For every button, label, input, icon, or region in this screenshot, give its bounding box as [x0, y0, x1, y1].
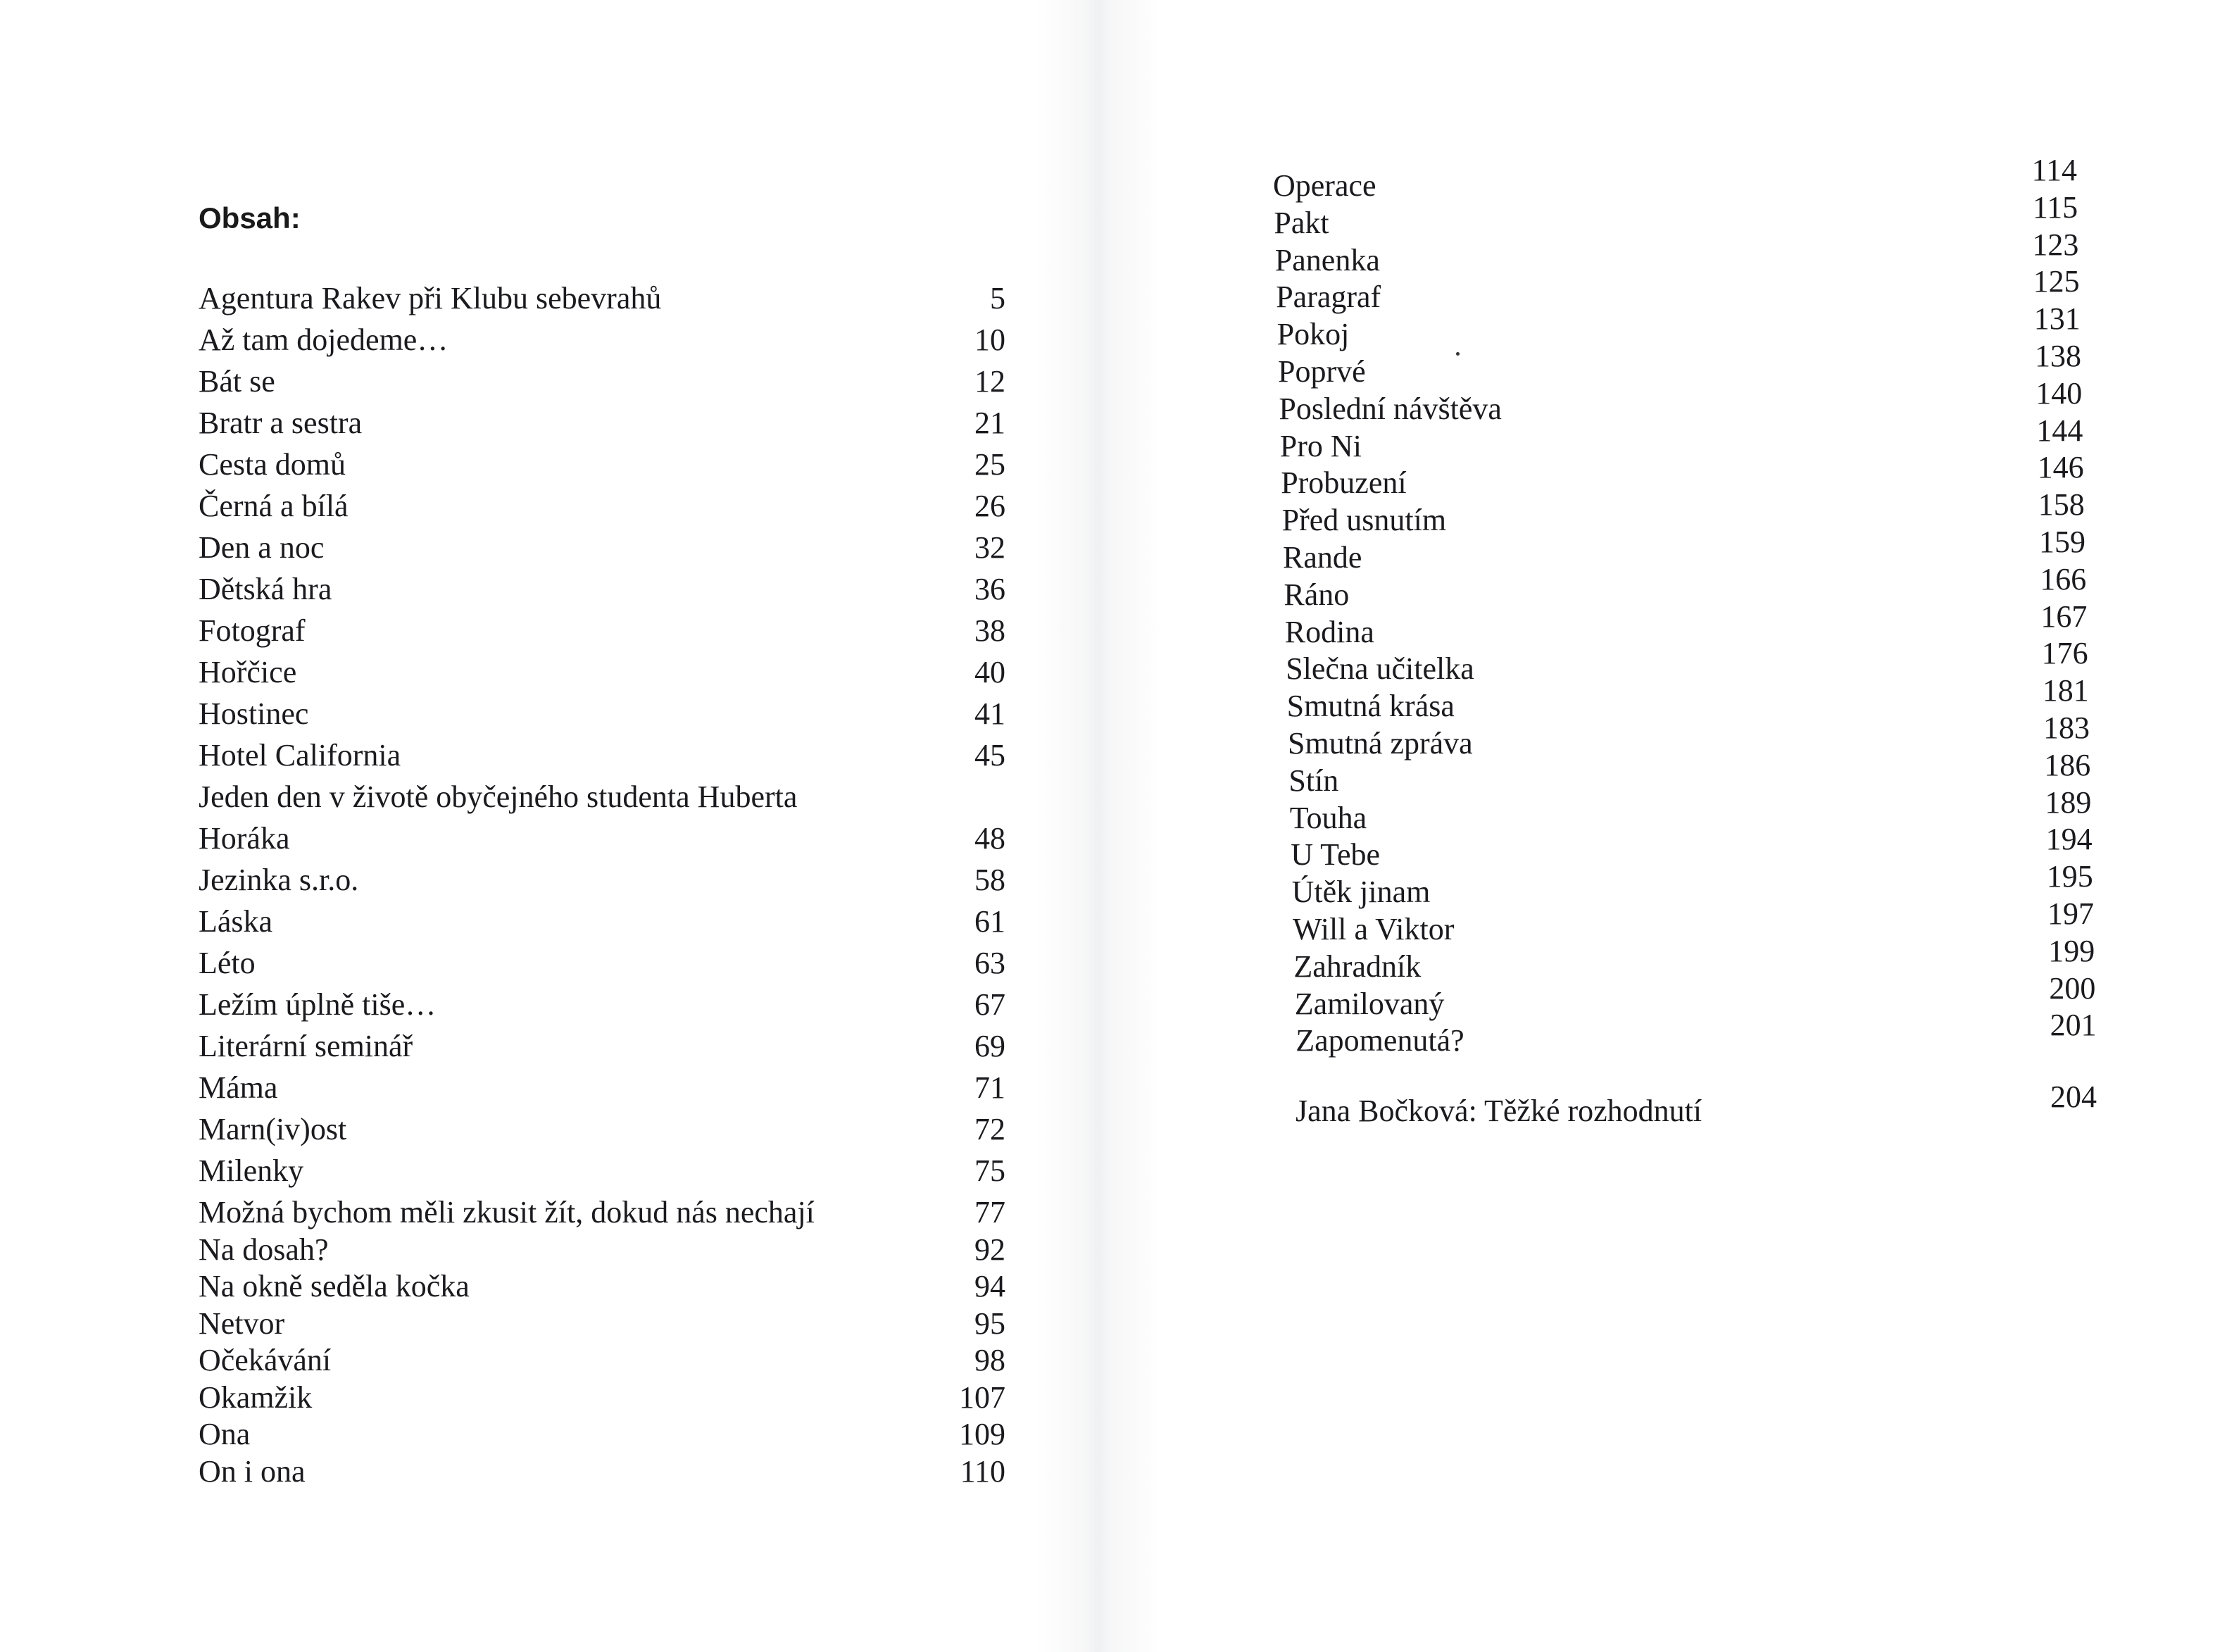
toc-entry: [199, 1110, 1005, 1149]
entry-page-number: 25: [974, 447, 1005, 482]
toc-entry: [199, 487, 1005, 526]
entry-page-number: 158: [2038, 487, 2085, 522]
toc-entry: [199, 1267, 1005, 1306]
entry-title: On i ona: [199, 1453, 306, 1489]
toc-entry: [199, 653, 1005, 692]
toc-entry: [199, 1304, 1005, 1344]
entry-title: Až tam dojedeme…: [199, 323, 448, 357]
entry-title: Máma: [199, 1070, 278, 1105]
entry-title: Jezinka s.r.o.: [199, 863, 359, 897]
entry-title: Ležím úplně tiše…: [199, 987, 437, 1022]
entry-page-number: 98: [974, 1343, 1005, 1377]
toc-entry: [199, 1151, 1005, 1191]
entry-page-number: 125: [2033, 264, 2080, 299]
entry-page-number: 159: [2039, 525, 2085, 559]
entry-page-number: 10: [974, 323, 1005, 357]
entry-title: Jana Bočková: Těžké rozhodnutí: [1296, 1094, 1702, 1128]
entry-title: Na okně seděla kočka: [199, 1269, 470, 1303]
entry-title: Will a Viktor: [1293, 912, 1455, 946]
entry-page-number: 115: [2032, 189, 2078, 225]
entry-title: Smutná zpráva: [1288, 726, 1473, 761]
toc-entry: [199, 777, 1005, 817]
entry-title: Zahradník: [1293, 949, 1422, 984]
entry-page-number: 199: [2048, 933, 2095, 968]
entry-page-number: 110: [960, 1453, 1005, 1489]
toc-entry: [199, 1378, 1005, 1418]
entry-page-number: 71: [974, 1070, 1005, 1105]
entry-title: Slečna učitelka: [1286, 651, 1474, 687]
toc-entry: [199, 694, 1005, 734]
entry-page-number: 26: [974, 489, 1005, 523]
entry-title: Hostinec: [199, 696, 309, 731]
entry-page-number: 140: [2035, 375, 2083, 411]
toc-heading: Obsah:: [199, 201, 301, 234]
entry-page-number: 5: [990, 281, 1005, 315]
entry-title: Ráno: [1284, 577, 1350, 612]
entry-title: Bát se: [199, 364, 275, 399]
entry-page-number: 48: [974, 821, 1005, 856]
entry-page-number: 181: [2042, 673, 2089, 708]
entry-page-number: 72: [974, 1112, 1005, 1146]
toc-entry: [199, 985, 1005, 1025]
toc-entry: [199, 570, 1005, 609]
entry-page-number: 146: [2037, 450, 2084, 485]
entry-title: Útěk jinam: [1291, 875, 1431, 910]
entry-title: Cesta domů: [199, 447, 346, 482]
entry-title: Agentura Rakev při Klubu sebevrahů: [199, 281, 662, 315]
entry-title: Láska: [199, 904, 273, 939]
toc-entry: [199, 279, 1005, 318]
entry-title: Na dosah?: [199, 1232, 329, 1267]
page-gutter: [1035, 0, 1162, 1652]
toc-entry: [199, 736, 1005, 775]
entry-page-number: 138: [2035, 339, 2081, 373]
entry-title: Stín: [1288, 763, 1339, 798]
entry-title: Černá a bílá: [199, 489, 349, 523]
entry-title: Pro Ni: [1279, 428, 1362, 463]
toc-entry: [199, 861, 1005, 900]
entry-title: Jeden den v životě obyčejného studenta Huberta: [199, 780, 798, 814]
entry-page-number: 183: [2043, 711, 2090, 745]
entry-title: Možná bychom měli zkusit žít, dokud nás nechají: [199, 1195, 815, 1229]
entry-page-number: 94: [974, 1269, 1005, 1303]
entry-page-number: 21: [974, 406, 1005, 440]
entry-page-number: 166: [2040, 561, 2087, 596]
entry-page-number: 189: [2045, 784, 2092, 820]
entry-page-number: 109: [959, 1417, 1005, 1451]
entry-page-number: 131: [2033, 301, 2081, 337]
toc-entry: [199, 1415, 1005, 1454]
entry-title: Hotel California: [199, 738, 401, 772]
entry-title: Pakt: [1274, 205, 1329, 240]
entry-title: U Tebe: [1291, 837, 1381, 872]
entry-page-number: 63: [974, 946, 1005, 980]
entry-title: Netvor: [199, 1306, 285, 1341]
toc-entry: [199, 1193, 1005, 1232]
entry-page-number: 197: [2047, 896, 2094, 931]
toc-entry: [199, 902, 1005, 941]
entry-page-number: 58: [974, 863, 1005, 897]
entry-title: Rande: [1283, 540, 1362, 575]
entry-page-number: 92: [974, 1232, 1005, 1267]
entry-title: Před usnutím: [1281, 503, 1447, 538]
toc-entry: [199, 1341, 1005, 1380]
toc-entry: [199, 1068, 1005, 1108]
print-speck: [1456, 352, 1460, 356]
entry-page-number: 123: [2032, 227, 2079, 262]
toc-entry: [199, 528, 1005, 568]
entry-title: Pokoj: [1276, 317, 1350, 352]
entry-page-number: 41: [974, 696, 1005, 731]
entry-page-number: 77: [974, 1195, 1005, 1229]
entry-title: Poslední návštěva: [1279, 391, 1502, 426]
entry-title: Očekávání: [199, 1343, 332, 1377]
entry-title: Hořčice: [199, 655, 297, 689]
toc-entry: [199, 1027, 1005, 1066]
entry-title: Marn(iv)ost: [199, 1112, 347, 1146]
entry-title: Bratr a sestra: [199, 406, 363, 440]
entry-page-number: 194: [2045, 822, 2093, 857]
toc-entry: [199, 1230, 1005, 1270]
entry-title: Smutná krása: [1286, 689, 1455, 724]
entry-page-number: 32: [974, 530, 1005, 565]
entry-page-number: 167: [2040, 599, 2088, 634]
entry-page-number: 201: [2050, 1008, 2097, 1043]
entry-page-number: 114: [2031, 153, 2077, 187]
entry-title: Poprvé: [1278, 354, 1366, 389]
entry-title: Okamžik: [199, 1379, 313, 1415]
entry-page-number: 12: [974, 364, 1005, 399]
entry-page-number: 144: [2036, 413, 2083, 448]
entry-title: Probuzení: [1281, 465, 1407, 501]
entry-title: Panenka: [1274, 242, 1380, 277]
toc-entry: [199, 819, 1005, 858]
entry-title: Dětská hra: [199, 572, 332, 606]
entry-title: Ona: [199, 1417, 251, 1451]
entry-title: Operace: [1273, 168, 1376, 203]
entry-page-number: 75: [974, 1153, 1005, 1188]
toc-entry: [199, 362, 1005, 401]
entry-page-number: 204: [2050, 1080, 2097, 1114]
entry-title: Touha: [1289, 800, 1367, 835]
entry-page-number: 186: [2044, 747, 2091, 782]
entry-title: Literární seminář: [199, 1029, 413, 1063]
entry-page-number: 176: [2041, 636, 2088, 671]
entry-title: Den a noc: [199, 530, 325, 565]
entry-title: Fotograf: [199, 613, 306, 648]
toc-entry: [199, 320, 1005, 360]
entry-page-number: 38: [974, 613, 1005, 648]
entry-page-number: 107: [959, 1379, 1005, 1415]
toc-entry: [199, 403, 1005, 443]
entry-title: Zapomenutá?: [1296, 1023, 1464, 1058]
entry-page-number: 69: [974, 1029, 1005, 1063]
entry-page-number: 36: [974, 572, 1005, 606]
entry-page-number: 61: [974, 904, 1005, 939]
entry-title: Rodina: [1284, 614, 1374, 649]
entry-page-number: 40: [974, 655, 1005, 689]
entry-page-number: 195: [2046, 859, 2093, 894]
entry-title: Paragraf: [1276, 280, 1381, 315]
entry-page-number: 67: [974, 987, 1005, 1022]
toc-entry: [199, 944, 1005, 983]
entry-page-number: 45: [974, 738, 1005, 772]
entry-page-number: 200: [2049, 970, 2096, 1006]
entry-title: Horáka: [199, 821, 290, 856]
toc-entry: [199, 611, 1005, 651]
toc-entry: [199, 445, 1005, 484]
entry-title: Zamilovaný: [1294, 986, 1445, 1021]
toc-entry: [199, 1452, 1005, 1491]
entry-page-number: 95: [974, 1306, 1005, 1341]
entry-title: Milenky: [199, 1153, 304, 1188]
entry-title: Léto: [199, 946, 256, 980]
